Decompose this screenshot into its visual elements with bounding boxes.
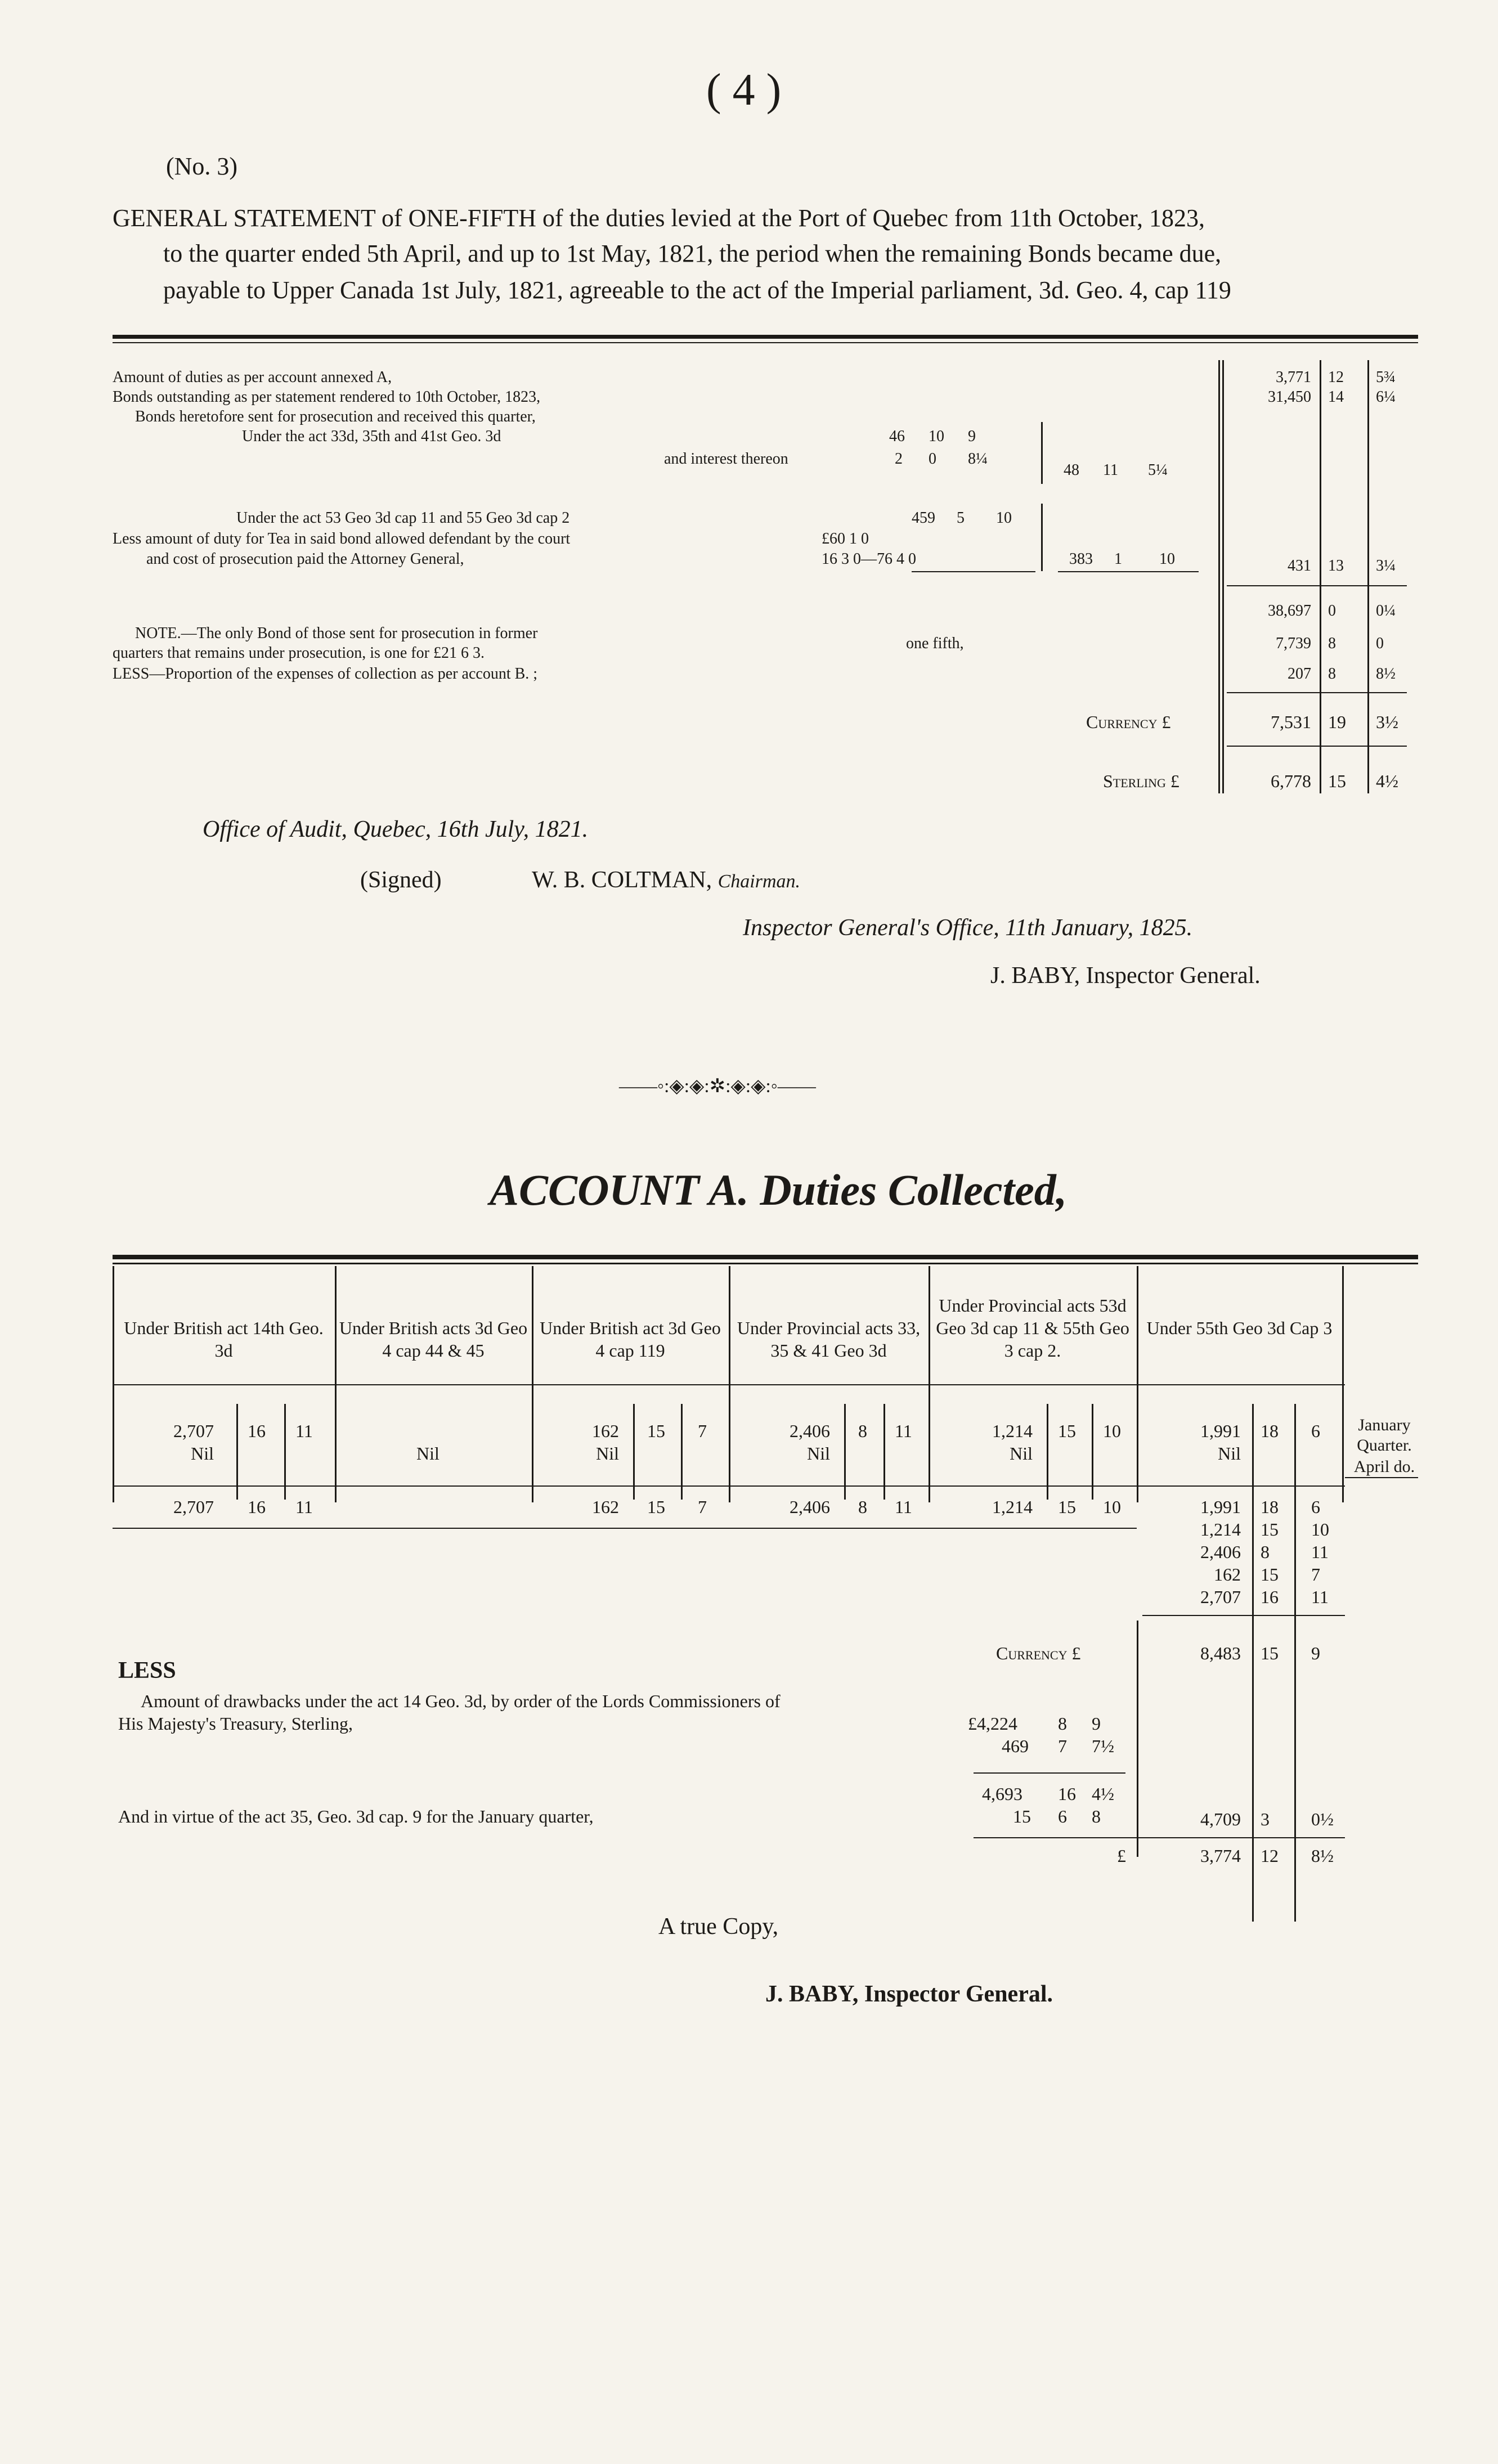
- pounds-column-rule: [1218, 360, 1220, 793]
- page-number: ( 4 ): [706, 65, 782, 115]
- final-pound-sign: £: [1117, 1846, 1126, 1866]
- r1-c3-pounds: 162: [592, 1421, 619, 1441]
- bonds-outstanding-label: Bonds outstanding as per statement rendered to 10th October, 1823,: [113, 388, 541, 406]
- summary-2-pence: 10: [1311, 1519, 1329, 1540]
- totals-rule: [113, 1485, 1345, 1487]
- act-53-underline: [912, 571, 1035, 572]
- total-c1-shillings: 16: [248, 1497, 266, 1517]
- header-british-44: Under British acts 3d Geo 4 cap 44 & 45: [339, 1318, 528, 1361]
- jan-quarter-pence: 8: [1092, 1806, 1101, 1826]
- r1-c4-pence: 11: [895, 1421, 912, 1441]
- r1-c3-pence: 7: [698, 1421, 707, 1441]
- heading-rule: [113, 335, 1418, 339]
- currency-label: Currency £: [1086, 712, 1171, 732]
- less-tea-amount: £60 1 0: [822, 530, 869, 547]
- statement-title-line-1: GENERAL STATEMENT of ONE-FIFTH of the duties levied at the Port of Quebec from 11th October, 1823,: [113, 204, 1205, 232]
- less-proportion-shillings: 8: [1328, 665, 1336, 683]
- r1-c3-shillings: 15: [647, 1421, 665, 1441]
- bonds-outstanding-pence: 6¼: [1376, 388, 1396, 406]
- total-c4-pence: 11: [895, 1497, 912, 1517]
- summary-left-rule: [1137, 1621, 1138, 1857]
- total-c5-pounds: 1,214: [992, 1497, 1033, 1517]
- summary-1-pounds: 1,991: [1200, 1497, 1241, 1517]
- total-c4-shillings: 8: [858, 1497, 867, 1517]
- amount-duties-shillings: 12: [1328, 369, 1344, 386]
- bonds-sent-label: Bonds heretofore sent for prosecution and received this quarter,: [135, 408, 536, 425]
- act-53-bracket: [1041, 504, 1043, 571]
- under-act-pounds: 46: [889, 428, 905, 445]
- r1-c1-pence: 11: [295, 1421, 313, 1441]
- account-top-rule: [113, 1255, 1418, 1259]
- drawback-sterling-pounds: £4,224: [968, 1713, 1017, 1734]
- heading-rule-thin: [113, 342, 1418, 343]
- final-rule: [974, 1837, 1345, 1838]
- summary-3-pounds: 2,406: [1200, 1542, 1241, 1562]
- true-copy: A true Copy,: [658, 1914, 779, 1940]
- pence-column-rule: [1367, 360, 1369, 793]
- final-total-pence: 8½: [1311, 1846, 1334, 1866]
- april-quarter-label: April do.: [1353, 1457, 1415, 1476]
- r1-c4-shillings: 8: [858, 1421, 867, 1441]
- deduction-total-pence: 0½: [1311, 1809, 1334, 1829]
- subtotal-shillings: 0: [1328, 602, 1336, 620]
- sterling-pence: 4½: [1376, 771, 1398, 791]
- currency-pence: 3½: [1376, 712, 1398, 732]
- total-c5-pence: 10: [1103, 1497, 1121, 1517]
- one-fifth-pence: 0: [1376, 635, 1384, 652]
- summary-3-shillings: 8: [1261, 1542, 1270, 1562]
- act-53-shillings: 5: [957, 509, 965, 527]
- currency-rule: [1227, 692, 1407, 693]
- account-currency-pounds: 8,483: [1200, 1643, 1241, 1663]
- act-53-carried-pence: 3¼: [1376, 557, 1396, 575]
- interest-total-pence: 5¼: [1148, 461, 1168, 479]
- shillings-column-rule: [1320, 360, 1321, 793]
- one-fifth-pounds: 7,739: [1276, 635, 1311, 652]
- ornament-divider: ——◦:◈:◈:✲:◈:◈:◦——: [619, 1076, 816, 1097]
- less-cost-amount: 16 3 0—76 4 0: [822, 550, 916, 568]
- interest-bracket: [1041, 422, 1043, 484]
- side-label-rule: [1345, 1477, 1418, 1478]
- account-top-rule-thin: [113, 1263, 1418, 1264]
- note-line-2: quarters that remains under prosecution, is one for £21 6 3.: [113, 644, 485, 662]
- summary-4-pounds: 162: [1214, 1564, 1241, 1585]
- sterling-shillings: 15: [1328, 771, 1346, 791]
- summary-5-pence: 11: [1311, 1587, 1329, 1607]
- header-bottom-rule: [113, 1384, 1345, 1385]
- act-53-total-underline: [1058, 571, 1199, 572]
- r2-c6-nil: Nil: [1218, 1443, 1241, 1464]
- account-currency-label: Currency £: [996, 1643, 1081, 1663]
- sterling-label: Sterling £: [1103, 771, 1179, 791]
- summary-4-shillings: 15: [1261, 1564, 1279, 1585]
- deduction-total-pounds: 4,709: [1200, 1809, 1241, 1829]
- amount-duties-label: Amount of duties as per account annexed A,: [113, 369, 392, 386]
- interest-pence: 8¼: [968, 450, 988, 468]
- jan-quarter-pounds: 15: [1013, 1806, 1031, 1826]
- act-53-label: Under the act 53 Geo 3d cap 11 and 55 Geo 3d cap 2: [236, 509, 570, 527]
- signer-title: Chairman.: [717, 871, 801, 892]
- summary-5-pounds: 2,707: [1200, 1587, 1241, 1607]
- interest-total-pounds: 48: [1064, 461, 1079, 479]
- sterling-pounds: 6,778: [1271, 771, 1311, 791]
- act-53-total-pounds: 383: [1069, 550, 1093, 568]
- drawback-sum-shillings: 16: [1058, 1784, 1076, 1804]
- total-c3-shillings: 15: [647, 1497, 665, 1517]
- less-tea-label: Less amount of duty for Tea in said bond allowed defendant by the court: [113, 530, 571, 547]
- statement-title-line-3: payable to Upper Canada 1st July, 1821, agreeable to the act of the Imperial parliament, 3d. Geo. 4, cap 119: [163, 276, 1231, 304]
- header-provincial-33: Under Provincial acts 33, 35 & 41 Geo 3d: [737, 1318, 921, 1361]
- header-british-119: Under British act 3d Geo 4 cap 119: [540, 1318, 721, 1361]
- r1-c5-pence: 10: [1103, 1421, 1121, 1441]
- header-british-14: Under British act 14th Geo. 3d: [124, 1318, 324, 1361]
- summary-2-shillings: 15: [1261, 1519, 1279, 1540]
- deduction-total-shillings: 3: [1261, 1809, 1270, 1829]
- under-act-shillings: 10: [929, 428, 944, 445]
- summary-1-pence: 6: [1311, 1497, 1320, 1517]
- r1-c5-shillings: 15: [1058, 1421, 1076, 1441]
- bonds-outstanding-shillings: 14: [1328, 388, 1344, 406]
- statement-title-line-2: to the quarter ended 5th April, and up to 1st May, 1821, the period when the remaining Bonds became due,: [163, 240, 1222, 267]
- total-c1-pence: 11: [295, 1497, 313, 1517]
- jan-quarter-shillings: 6: [1058, 1806, 1067, 1826]
- summary-5-shillings: 16: [1261, 1587, 1279, 1607]
- january-quarter-label: January Quarter.: [1357, 1416, 1412, 1455]
- subtotal-rule: [1227, 585, 1407, 586]
- note-line-1: NOTE.—The only Bond of those sent for prosecution in former: [135, 625, 538, 642]
- total-c1-pounds: 2,707: [173, 1497, 214, 1517]
- less-heading: LESS: [118, 1658, 176, 1684]
- act-53-carried-shillings: 13: [1328, 557, 1344, 575]
- subtotal-pence: 0¼: [1376, 602, 1396, 620]
- final-total-pounds: 3,774: [1200, 1846, 1241, 1866]
- drawback-sum-pounds: 4,693: [982, 1784, 1022, 1804]
- act-53-carried-pounds: 431: [1288, 557, 1311, 575]
- one-fifth-shillings: 8: [1328, 635, 1336, 652]
- account-a-title: ACCOUNT A. Duties Collected,: [490, 1165, 1068, 1214]
- document-label: (No. 3): [166, 152, 238, 180]
- total-c4-pounds: 2,406: [790, 1497, 830, 1517]
- currency-shillings: 19: [1328, 712, 1346, 732]
- r1-c4-pounds: 2,406: [790, 1421, 830, 1441]
- final-signature: J. BABY, Inspector General.: [765, 1981, 1053, 2007]
- subtotal-pounds: 38,697: [1268, 602, 1311, 620]
- drawback-underline: [974, 1772, 1125, 1774]
- total-c3-pence: 7: [698, 1497, 707, 1517]
- total-c5-shillings: 15: [1058, 1497, 1076, 1517]
- totals-underline: [113, 1528, 1137, 1529]
- r1-c1-shillings: 16: [248, 1421, 266, 1441]
- drawback-sterling-shillings: 8: [1058, 1713, 1067, 1734]
- coltman-signature: [532, 867, 800, 894]
- pounds-column-rule-2: [1222, 360, 1224, 793]
- header-provincial-53: Under Provincial acts 53d Geo 3d cap 11 & 55th Geo 3 cap 2.: [936, 1295, 1129, 1361]
- interest-pounds: 2: [895, 450, 903, 468]
- drawback-sterling-pence: 9: [1092, 1713, 1101, 1734]
- r2-c3-nil: Nil: [596, 1443, 619, 1464]
- office-of-audit: Office of Audit, Quebec, 16th July, 1821.: [203, 816, 589, 842]
- interest-shillings: 0: [929, 450, 936, 468]
- act-53-pence: 10: [996, 509, 1012, 527]
- less-cost-label: and cost of prosecution paid the Attorney General,: [146, 550, 464, 568]
- summary-4-pence: 7: [1311, 1564, 1320, 1585]
- interest-total-shillings: 11: [1103, 461, 1118, 479]
- r1-c1-pounds: 2,707: [173, 1421, 214, 1441]
- account-currency-pence: 9: [1311, 1643, 1320, 1663]
- r2-c5-nil: Nil: [1010, 1443, 1033, 1464]
- final-total-shillings: 12: [1261, 1846, 1279, 1866]
- drawback-sum-pence: 4½: [1092, 1784, 1114, 1804]
- january-quarter-deduction-label: And in virtue of the act 35, Geo. 3d cap. 9 for the January quarter,: [118, 1806, 594, 1826]
- less-proportion-label: LESS—Proportion of the expenses of collection as per account B. ;: [113, 665, 538, 683]
- drawback-diff-shillings: 7: [1058, 1736, 1067, 1756]
- inspector-office: Inspector General's Office, 11th January, 1825.: [743, 915, 1193, 941]
- r2-c1-nil: Nil: [191, 1443, 214, 1464]
- sterling-rule: [1227, 746, 1407, 747]
- inspector-signature: J. BABY, Inspector General.: [990, 963, 1261, 989]
- summary-1-shillings: 18: [1261, 1497, 1279, 1517]
- signer-name: W. B. COLTMAN,: [532, 867, 718, 893]
- one-fifth-label: one fifth,: [906, 635, 964, 652]
- under-act-label: Under the act 33d, 35th and 41st Geo. 3d: [242, 428, 501, 445]
- c6-sub-2: [1294, 1404, 1296, 1922]
- c6-sub-1: [1252, 1404, 1254, 1922]
- drawback-line-2: His Majesty's Treasury, Sterling,: [118, 1713, 353, 1734]
- less-proportion-pounds: 207: [1288, 665, 1311, 683]
- total-c3-pounds: 162: [592, 1497, 619, 1517]
- amount-duties-pounds: 3,771: [1276, 369, 1311, 386]
- drawback-diff-pence: 7½: [1092, 1736, 1114, 1756]
- summary-underline: [1142, 1615, 1345, 1616]
- r1-c6-pence: 6: [1311, 1421, 1320, 1441]
- act-53-total-shillings: 1: [1114, 550, 1122, 568]
- drawback-line-1: Amount of drawbacks under the act 14 Geo. 3d, by order of the Lords Commissioners of: [141, 1691, 781, 1711]
- act-53-pounds: 459: [912, 509, 935, 527]
- r1-c6-pounds: 1,991: [1200, 1421, 1241, 1441]
- account-currency-shillings: 15: [1261, 1643, 1279, 1663]
- less-proportion-pence: 8½: [1376, 665, 1396, 683]
- signed-label: (Signed): [360, 867, 442, 893]
- header-55th: Under 55th Geo 3d Cap 3: [1146, 1318, 1333, 1338]
- r2-c4-nil: Nil: [807, 1443, 830, 1464]
- r1-c2-nil: Nil: [416, 1443, 439, 1464]
- summary-2-pounds: 1,214: [1200, 1519, 1241, 1540]
- act-53-total-pence: 10: [1159, 550, 1175, 568]
- summary-3-pence: 11: [1311, 1542, 1329, 1562]
- under-act-pence: 9: [968, 428, 976, 445]
- r1-c5-pounds: 1,214: [992, 1421, 1033, 1441]
- drawback-diff-pounds: 469: [1002, 1736, 1029, 1756]
- bonds-outstanding-pounds: 31,450: [1268, 388, 1311, 406]
- r1-c6-shillings: 18: [1261, 1421, 1279, 1441]
- amount-duties-pence: 5¾: [1376, 369, 1396, 386]
- interest-label: and interest thereon: [664, 450, 788, 468]
- currency-pounds: 7,531: [1271, 712, 1311, 732]
